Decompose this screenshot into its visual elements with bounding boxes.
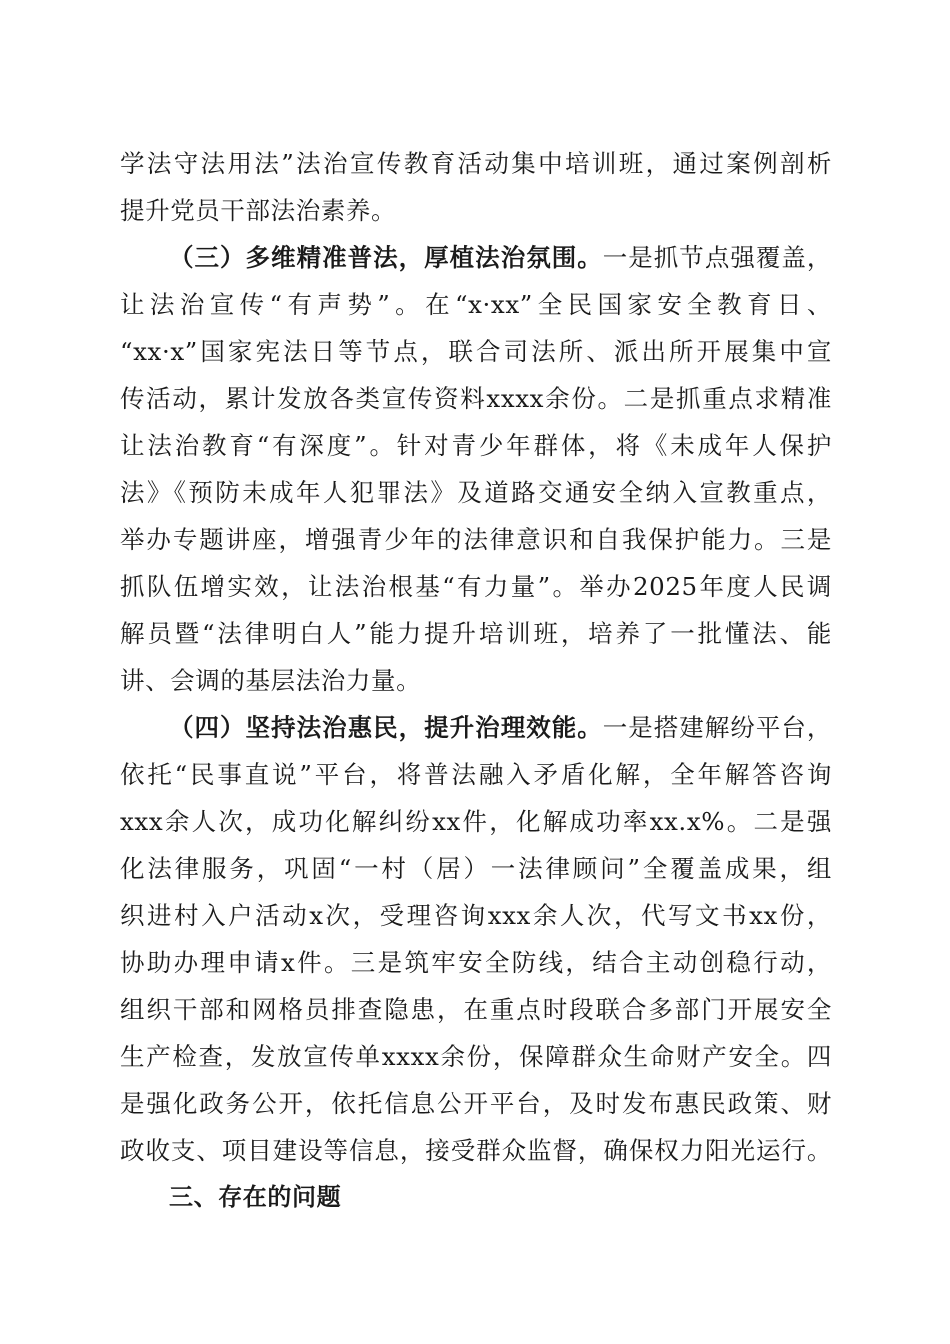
paragraph-3-line: xxx余人次，成功化解纠纷xx件，化解成功率xx.x%。二是强: [120, 807, 832, 836]
paragraph-2-line: 讲、会调的基层法治力量。: [120, 666, 422, 695]
paragraph-2-bold-lead: （三）多维精准普法，厚植法治氛围。: [169, 243, 603, 272]
paragraph-3-line: 化法律服务，巩固“一村（居）一法律顾问”全覆盖成果，组: [120, 854, 832, 883]
paragraph-3-line: 生产检查，发放宣传单xxxx余份，保障群众生命财产安全。四: [120, 1042, 832, 1071]
paragraph-2-line: “xx·x”国家宪法日等节点，联合司法所、派出所开展集中宣: [120, 337, 832, 366]
document-body: [120, 140, 832, 1221]
paragraph-2-line: 解员暨“法律明白人”能力提升培训班，培养了一批懂法、能: [120, 619, 832, 648]
paragraph-3-line: 是强化政务公开，依托信息公开平台，及时发布惠民政策、财: [120, 1089, 832, 1118]
paragraph-1-line-2: 提升党员干部法治素养。: [120, 196, 397, 225]
paragraph-3-bold-lead: （四）坚持法治惠民，提升治理效能。: [169, 713, 603, 742]
paragraph-3-line: 政收支、项目建设等信息，接受群众监督，确保权力阳光运行。: [120, 1136, 832, 1165]
paragraph-3-line: 协助办理申请x件。三是筑牢安全防线，结合主动创稳行动，: [120, 948, 832, 977]
paragraph-2-first-line-rest: 一是抓节点强覆盖，: [602, 243, 832, 272]
paragraph-2-line: 抓队伍增实效，让法治根基“有力量”。举办2025年度人民调: [120, 572, 832, 601]
paragraph-1-line-1: 学法守法用法”法治宣传教育活动集中培训班，通过案例剖析: [120, 149, 832, 178]
paragraph-3-first-line-rest: 一是搭建解纷平台，: [602, 713, 832, 742]
paragraph-3-line: 组织干部和网格员排查隐患，在重点时段联合多部门开展安全: [120, 995, 832, 1024]
paragraph-3-line-1: [120, 704, 832, 751]
paragraph-3-line: 织进村入户活动x次，受理咨询xxx余人次，代写文书xx份，: [120, 901, 832, 930]
paragraph-2-line: 让法治宣传“有声势”。在“x·xx”全民国家安全教育日、: [120, 290, 832, 319]
paragraph-2-line: 传活动，累计发放各类宣传资料xxxx余份。二是抓重点求精准: [120, 384, 832, 413]
paragraph-2-line-1: [120, 234, 832, 281]
paragraph-3-line: 依托“民事直说”平台，将普法融入矛盾化解，全年解答咨询: [120, 760, 832, 789]
paragraph-2-line: 让法治教育“有深度”。针对青少年群体，将《未成年人保护: [120, 431, 832, 460]
section-heading: 三、存在的问题: [169, 1183, 342, 1211]
paragraph-2-line: 法》《预防未成年人犯罪法》及道路交通安全纳入宣教重点，: [120, 478, 832, 507]
paragraph-2-line: 举办专题讲座，增强青少年的法律意识和自我保护能力。三是: [120, 525, 832, 554]
